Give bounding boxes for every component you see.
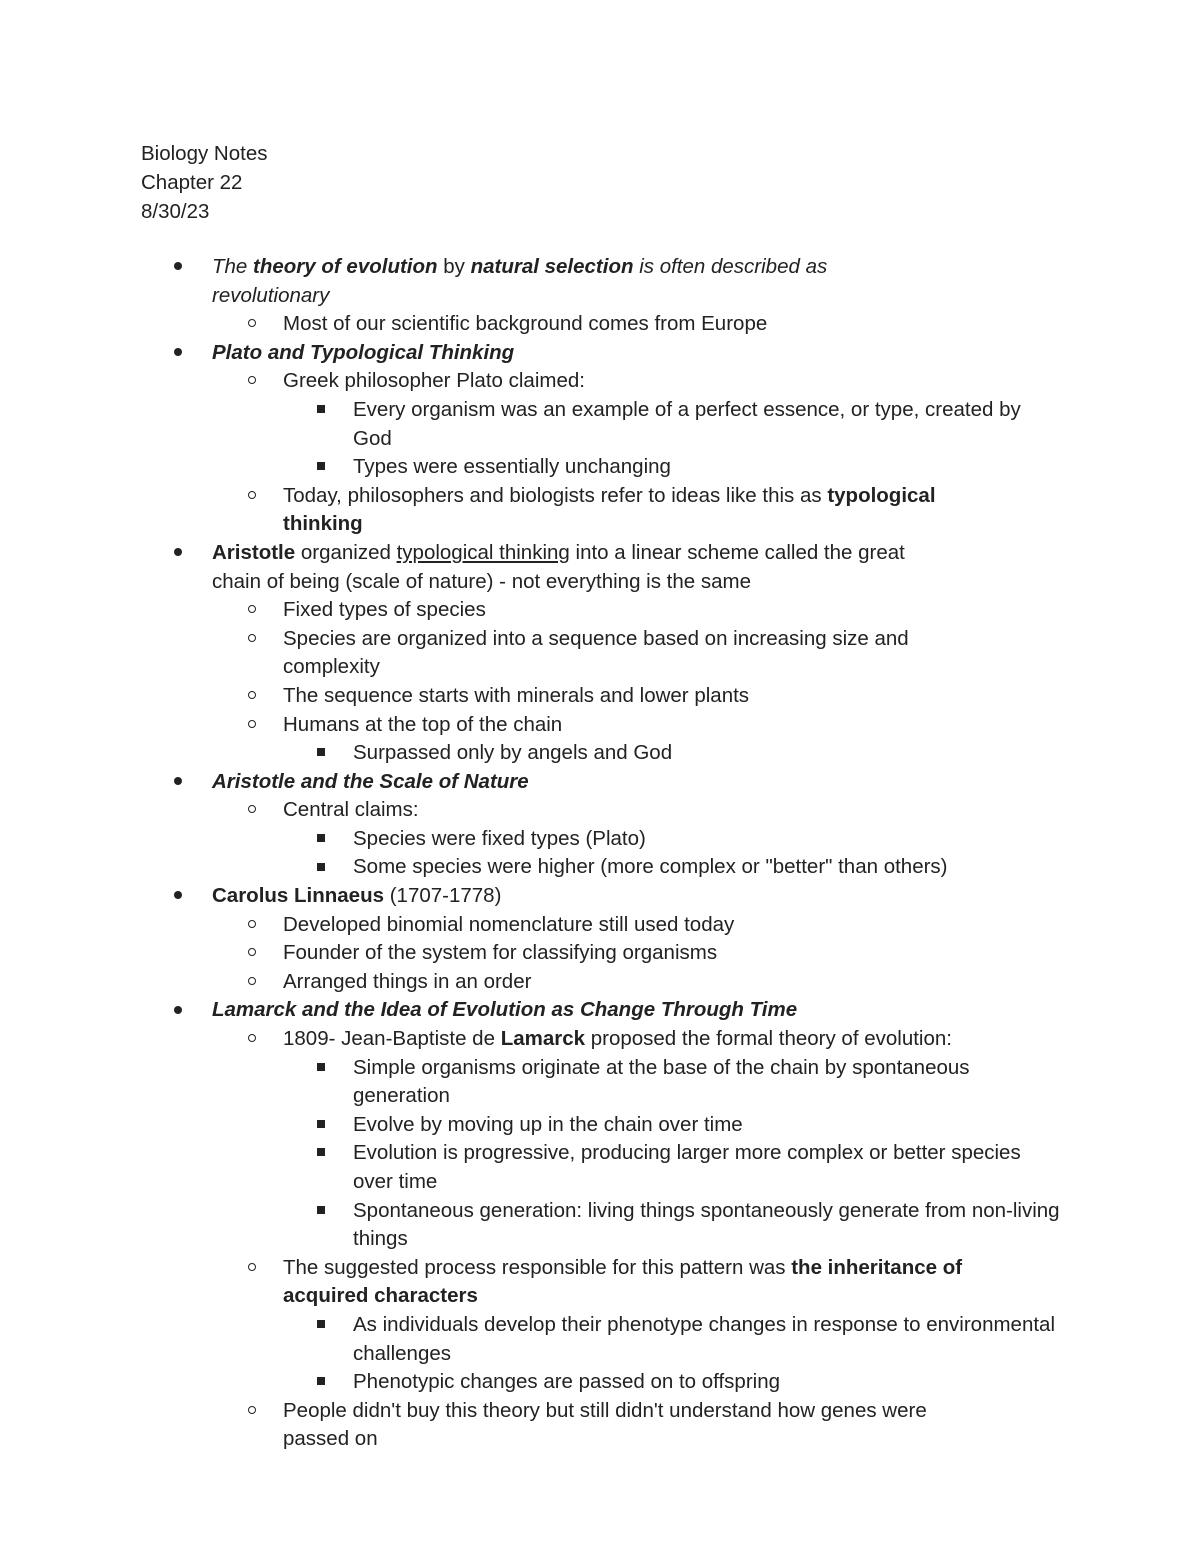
text-segment: Developed binomial nomenclature still used today [283, 912, 735, 936]
list-item [0, 996, 1200, 1025]
list-item [0, 1139, 1200, 1196]
list-item-text [212, 253, 922, 310]
list-item-text [283, 625, 993, 682]
text-segment: Spontaneous generation: living things spontaneously generate from non-living things [353, 1198, 1060, 1251]
square-bullet-icon [317, 1368, 325, 1397]
text-segment: the inheritance of acquired characters [283, 1255, 963, 1308]
text-segment: Simple organisms originate at the base of the chain by spontaneous generation [353, 1055, 970, 1108]
list-item [0, 796, 1200, 825]
list-item-text [353, 1054, 1063, 1111]
text-segment: natural selection [470, 255, 634, 278]
text-segment: is often described as revolutionary [212, 255, 828, 307]
filled-circle-bullet-icon [174, 882, 182, 911]
hollow-circle-bullet-icon [248, 796, 256, 825]
text-segment: Types were essentially unchanging [353, 455, 671, 479]
filled-circle-bullet-icon [174, 253, 182, 282]
list-item [0, 1397, 1200, 1454]
text-segment: Today, philosophers and biologists refer to ideas like this as [283, 483, 828, 507]
list-item [0, 882, 1200, 911]
hollow-circle-bullet-icon [248, 711, 256, 740]
hollow-circle-bullet-icon [248, 596, 256, 625]
list-item-text [283, 596, 993, 625]
list-item [0, 1054, 1200, 1111]
hollow-circle-bullet-icon [248, 482, 256, 511]
text-segment: Evolve by moving up in the chain over time [353, 1112, 743, 1136]
square-bullet-icon [317, 1197, 325, 1226]
text-segment: Aristotle [212, 540, 296, 564]
list-item [0, 1025, 1200, 1054]
list-item [0, 768, 1200, 797]
text-segment: Species are organized into a sequence based on increasing size and complexity [283, 626, 909, 679]
list-item [0, 711, 1200, 740]
list-item-text [283, 911, 993, 940]
list-item-text [212, 996, 922, 1025]
text-segment: Phenotypic changes are passed on to offspring [353, 1370, 780, 1394]
list-item-text [283, 1397, 993, 1454]
square-bullet-icon [317, 453, 325, 482]
chapter-label: Chapter 22 [141, 171, 243, 194]
list-item-text [353, 739, 1063, 768]
square-bullet-icon [317, 739, 325, 768]
filled-circle-bullet-icon [174, 768, 182, 797]
text-segment: Every organism was an example of a perfect essence, or type, created by God [353, 397, 1021, 450]
text-segment: (1707-1778) [384, 884, 502, 908]
text-segment: Aristotle and the Scale of Nature [212, 769, 529, 793]
list-item-text [283, 310, 993, 339]
text-segment: Greek philosopher Plato claimed: [283, 369, 585, 393]
text-segment: Lamarck [500, 1027, 586, 1051]
list-item [0, 1311, 1200, 1368]
list-item-text [283, 367, 993, 396]
list-item-text [353, 1197, 1063, 1254]
hollow-circle-bullet-icon [248, 310, 256, 339]
square-bullet-icon [317, 1311, 325, 1340]
hollow-circle-bullet-icon [248, 1254, 256, 1283]
list-item-text [283, 682, 993, 711]
text-segment: Some species were higher (more complex or "better" than others) [353, 855, 948, 879]
hollow-circle-bullet-icon [248, 939, 256, 968]
text-segment: typological thinking [396, 540, 570, 564]
text-segment: Carolus Linnaeus [212, 884, 385, 908]
hollow-circle-bullet-icon [248, 367, 256, 396]
list-item-text [353, 1139, 1063, 1196]
list-item-text [283, 968, 993, 997]
list-item [0, 682, 1200, 711]
text-segment: organized [295, 540, 397, 564]
list-item [0, 853, 1200, 882]
text-segment: 1809- Jean-Baptiste de [283, 1027, 501, 1051]
text-segment: Lamarck and the Idea of Evolution as Change Through Time [212, 998, 798, 1022]
list-item-text [212, 768, 922, 797]
list-item [0, 625, 1200, 682]
list-item-text [283, 939, 993, 968]
list-item-text [353, 825, 1063, 854]
text-segment: Fixed types of species [283, 598, 486, 622]
list-item [0, 911, 1200, 940]
document-title: Biology Notes [141, 142, 268, 165]
list-item [0, 310, 1200, 339]
list-item [0, 396, 1200, 453]
list-item-text [283, 482, 993, 539]
square-bullet-icon [317, 396, 325, 425]
list-item [0, 1197, 1200, 1254]
filled-circle-bullet-icon [174, 339, 182, 368]
text-segment: As individuals develop their phenotype changes in response to environmental challenges [353, 1312, 1056, 1365]
list-item [0, 1368, 1200, 1397]
text-segment: The suggested process responsible for this pattern was [283, 1255, 792, 1279]
notes-header [141, 139, 267, 226]
hollow-circle-bullet-icon [248, 682, 256, 711]
list-item-text [283, 1254, 993, 1311]
list-item [0, 253, 1200, 310]
square-bullet-icon [317, 825, 325, 854]
list-item-text [353, 396, 1063, 453]
list-item [0, 968, 1200, 997]
text-segment: People didn't buy this theory but still didn't understand how genes were passed on [283, 1398, 927, 1451]
text-segment: Species were fixed types (Plato) [353, 826, 646, 850]
list-item [0, 453, 1200, 482]
text-segment: Arranged things in an order [283, 969, 532, 993]
list-item [0, 596, 1200, 625]
text-segment: proposed the formal theory of evolution: [585, 1027, 952, 1051]
hollow-circle-bullet-icon [248, 968, 256, 997]
list-item [0, 482, 1200, 539]
text-segment: by [437, 255, 471, 278]
text-segment: Founder of the system for classifying organisms [283, 941, 718, 965]
date-label: 8/30/23 [141, 200, 210, 223]
hollow-circle-bullet-icon [248, 1397, 256, 1426]
list-item-text [353, 453, 1063, 482]
text-segment: Humans at the top of the chain [283, 712, 563, 736]
text-segment: The sequence starts with minerals and lower plants [283, 683, 750, 707]
square-bullet-icon [317, 1139, 325, 1168]
hollow-circle-bullet-icon [248, 911, 256, 940]
hollow-circle-bullet-icon [248, 1025, 256, 1054]
list-item [0, 1254, 1200, 1311]
list-item [0, 367, 1200, 396]
list-item [0, 825, 1200, 854]
list-item [0, 939, 1200, 968]
text-segment: Evolution is progressive, producing larger more complex or better species over time [353, 1141, 1021, 1193]
list-item-text [353, 1311, 1063, 1368]
list-item-text [283, 711, 993, 740]
list-item-text [353, 1111, 1063, 1140]
text-segment: Central claims: [283, 798, 419, 822]
list-item-text [212, 339, 922, 368]
text-segment: typological thinking [283, 483, 936, 536]
list-item-text [212, 539, 922, 596]
list-item-text [212, 882, 922, 911]
list-item [0, 539, 1200, 596]
filled-circle-bullet-icon [174, 539, 182, 568]
filled-circle-bullet-icon [174, 996, 182, 1025]
square-bullet-icon [317, 1054, 325, 1083]
bullet-list [0, 253, 1200, 1454]
list-item-text [283, 1025, 993, 1054]
square-bullet-icon [317, 853, 325, 882]
list-item-text [353, 1368, 1063, 1397]
list-item [0, 1111, 1200, 1140]
text-segment: The [212, 255, 254, 278]
list-item [0, 339, 1200, 368]
list-item [0, 739, 1200, 768]
text-segment: theory of evolution [253, 255, 438, 278]
text-segment: Surpassed only by angels and God [353, 741, 673, 765]
square-bullet-icon [317, 1111, 325, 1140]
text-segment: Most of our scientific background comes from Europe [283, 312, 768, 336]
list-item-text [353, 853, 1063, 882]
hollow-circle-bullet-icon [248, 625, 256, 654]
list-item-text [283, 796, 993, 825]
text-segment: into a linear scheme called the great chain of being (scale of nature) - not everything is the same [212, 540, 905, 593]
text-segment: Plato and Typological Thinking [212, 340, 515, 364]
